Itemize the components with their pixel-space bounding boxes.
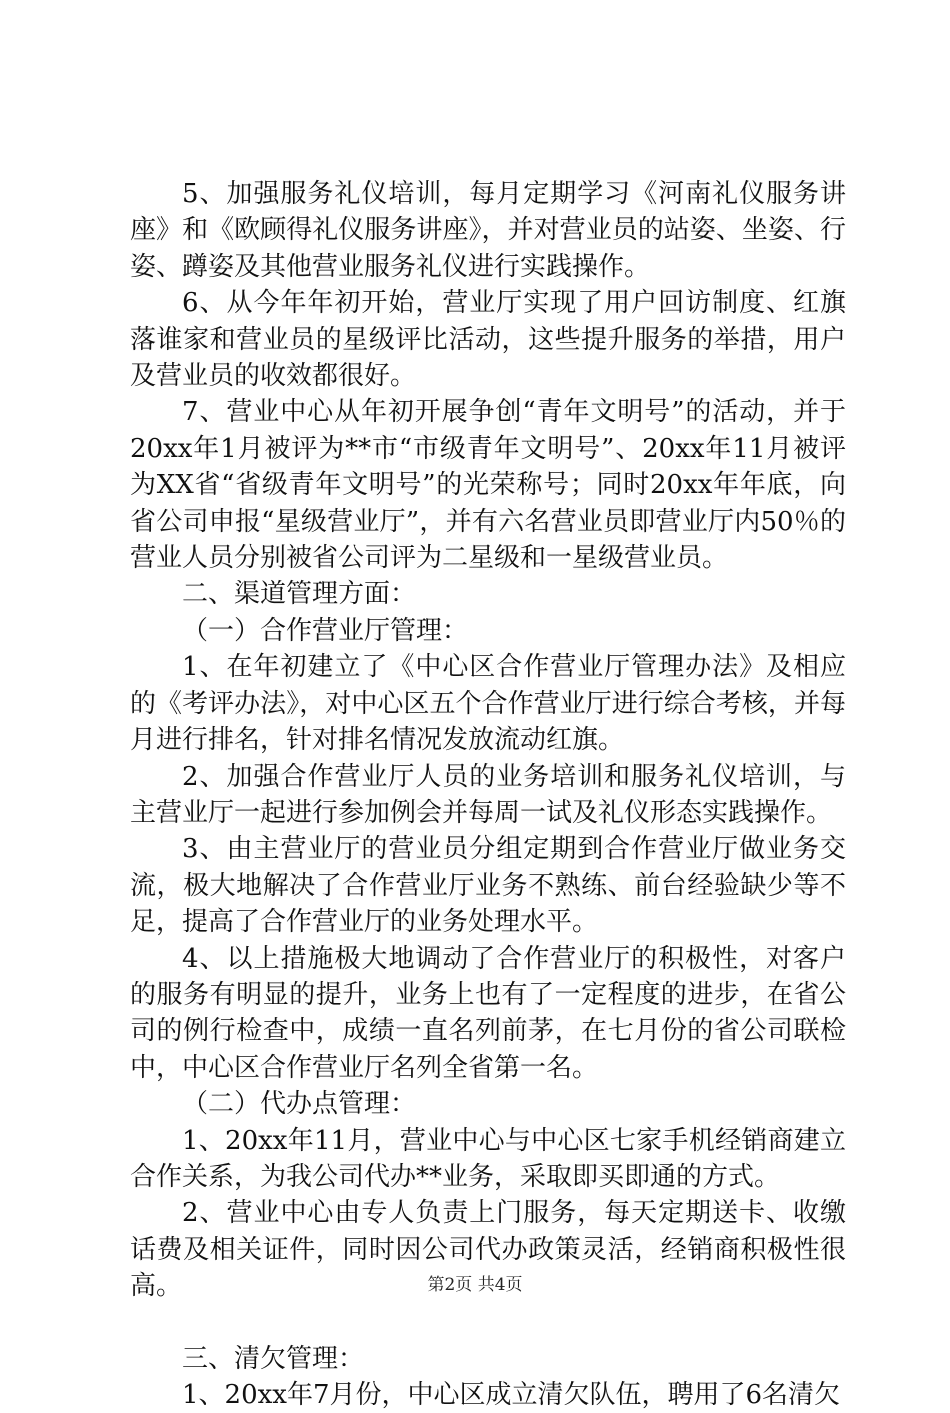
paragraph-gap xyxy=(130,1305,846,1341)
paragraph-customer-callback: 6、从今年年初开始，营业厅实现了用户回访制度、红旗落谁家和营业员的星级评比活动，这些提升服务的举措，用户及营业员的收效都很好。 xyxy=(130,288,846,392)
document-body xyxy=(130,176,846,1413)
paragraph-agent-partnership: 1、20xx年11月，营业中心与中心区七家手机经销商建立合作关系，为我公司代办**业务，采取即买即通的方式。 xyxy=(130,1125,846,1192)
paragraph-agent-service: 2、营业中心由专人负责上门服务，每天定期送卡、收缴话费及相关证件，同时因公司代办政策灵活，经销商积极性很高。 xyxy=(130,1198,846,1302)
paragraph-partner-hall-rules: 1、在年初建立了《中心区合作营业厅管理办法》及相应的《考评办法》，对中心区五个合作营业厅进行综合考核，并每月进行排名，针对排名情况发放流动红旗。 xyxy=(130,652,846,756)
paragraph-partner-hall-exchange: 3、由主营业厅的营业员分组定期到合作营业厅做业务交流，极大地解决了合作营业厅业务不熟练、前台经验缺少等不足，提高了合作营业厅的业务处理水平。 xyxy=(130,834,846,938)
page-number-footer: 第2页 共4页 xyxy=(427,1275,523,1295)
paragraph-youth-civilization: 7、营业中心从年初开展争创“青年文明号”的活动，并于20xx年1月被评为**市“市级青年文明号”、20xx年11月被评为XX省“省级青年文明号”的光荣称号；同时20xx年年底，向省公司申报“星级营业厅”，并有六名营业员即营业厅内50％的营业人员分别被省公司评为二星级和一星级营业员。 xyxy=(130,397,846,574)
section-heading-debt-collection: 三、清欠管理： xyxy=(182,1343,365,1374)
paragraph-service-etiquette-training: 5、加强服务礼仪培训，每月定期学习《河南礼仪服务讲座》和《欧顾得礼仪服务讲座》，并对营业员的站姿、坐姿、行姿、蹲姿及其他营业服务礼仪进行实践操作。 xyxy=(130,179,846,282)
paragraph-debt-team: 1、20xx年7月份，中心区成立清欠队伍，聘用了6名清欠 xyxy=(182,1380,841,1410)
subsection-heading-partner-halls: （一）合作营业厅管理： xyxy=(182,615,469,646)
paragraph-partner-hall-training: 2、加强合作营业厅人员的业务培训和服务礼仪培训，与主营业厅一起进行参加例会并每周一试及礼仪形态实践操作。 xyxy=(130,761,846,828)
subsection-heading-agent-points: （二）代办点管理： xyxy=(182,1089,417,1120)
paragraph-partner-hall-results: 4、以上措施极大地调动了合作营业厅的积极性，对客户的服务有明显的提升，业务上也有了一定程度的进步，在省公司的例行检查中，成绩一直名列前茅，在七月份的省公司联检中，中心区合作营业厅名列全省第一名。 xyxy=(130,943,846,1083)
section-heading-channel-management: 二、渠道管理方面： xyxy=(182,579,417,610)
